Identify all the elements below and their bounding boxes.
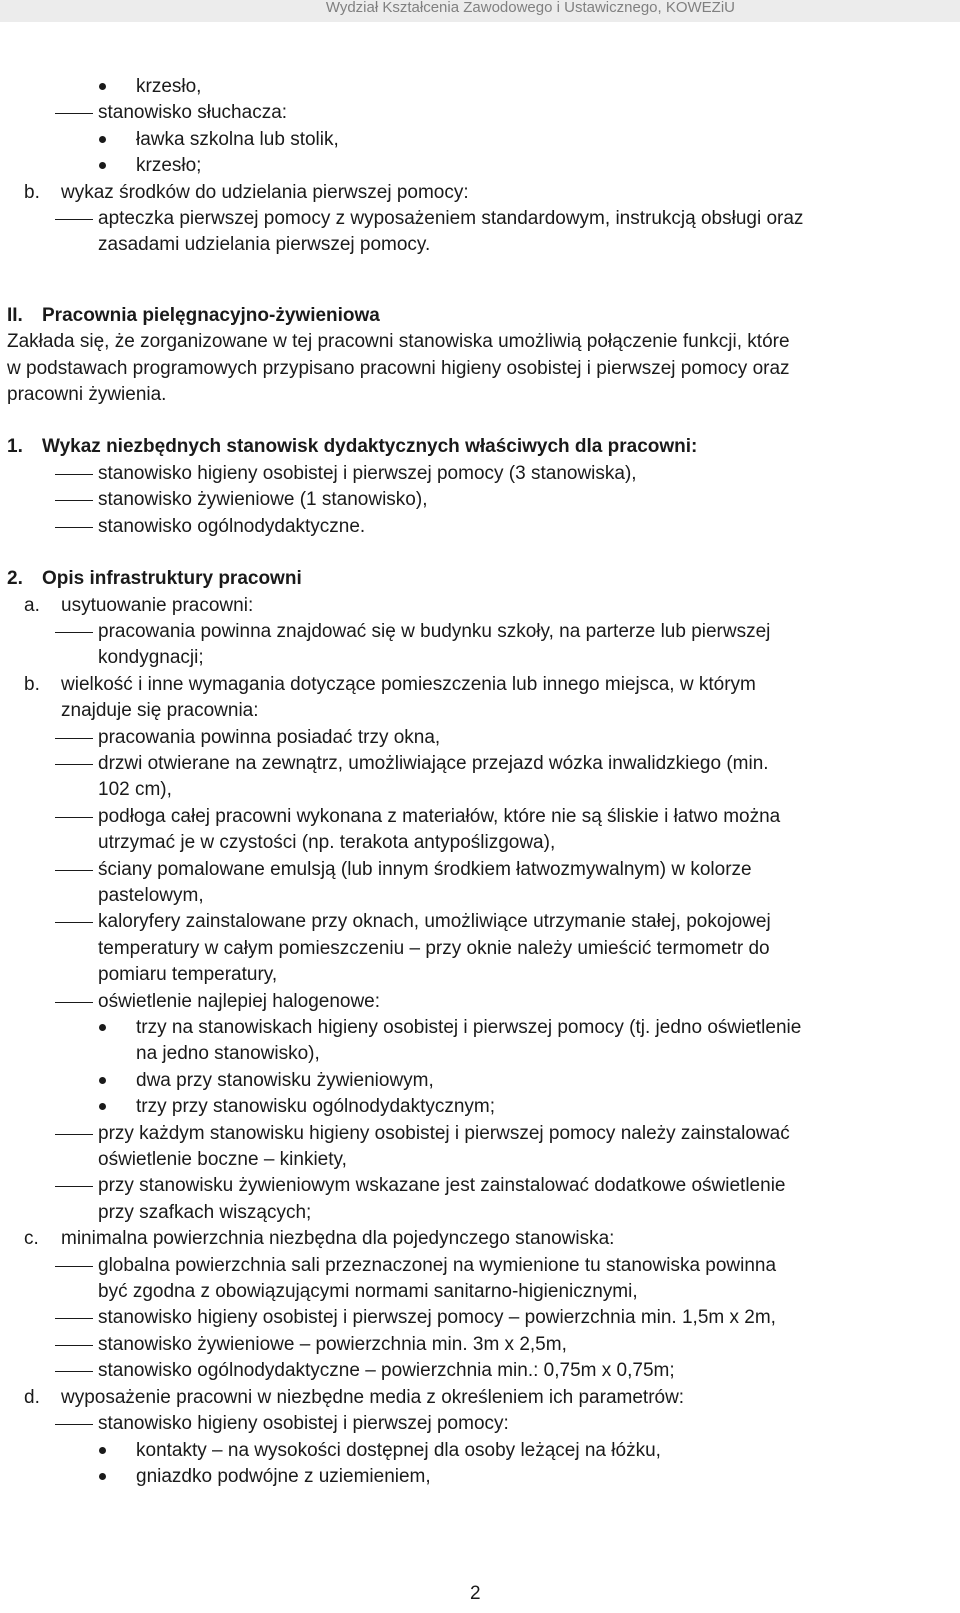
list-item: przy każdym stanowisku higieny osobistej i pierwszej pomocy należy zainstalować: [0, 1121, 960, 1147]
list-item-continuation: zasadami udzielania pierwszej pomocy.: [98, 234, 431, 256]
bullet-icon: [99, 1447, 106, 1454]
dash-icon: [55, 219, 93, 220]
dash-icon: [55, 1424, 93, 1425]
list-item: ławka szkolna lub stolik,: [0, 127, 960, 153]
list-item: stanowisko ogólnodydaktyczne.: [0, 514, 960, 540]
dash-icon: [55, 817, 93, 818]
list-item-continuation: kondygnacji;: [98, 647, 204, 669]
list-item: krzesło;: [0, 153, 960, 179]
list-item: dwa przy stanowisku żywieniowym,: [0, 1068, 960, 1094]
dash-icon: [55, 1371, 93, 1372]
list-item-continuation: temperatury w całym pomieszczeniu – przy oknie należy umieścić termometr do: [98, 937, 770, 959]
dash-icon: [55, 1318, 93, 1319]
dash-icon: [55, 870, 93, 871]
list-item: drzwi otwierane na zewnątrz, umożliwiające przejazd wózka inwalidzkiego (min.: [0, 751, 960, 777]
bullet-icon: [99, 1077, 106, 1084]
list-item: oświetlenie najlepiej halogenowe:: [0, 989, 960, 1015]
list-item-continuation: 102 cm),: [98, 779, 172, 801]
list-item-continuation: znajduje się pracownia:: [61, 700, 259, 722]
list-item: d. wyposażenie pracowni w niezbędne media z określeniem ich parametrów:: [24, 1386, 685, 1408]
dash-icon: [55, 500, 93, 501]
list-item: b. wykaz środków do udzielania pierwszej pomocy:: [24, 181, 469, 203]
list-item: stanowisko ogólnodydaktyczne – powierzchnia min.: 0,75m x 0,75m;: [0, 1358, 960, 1384]
list-item: krzesło,: [0, 74, 960, 100]
list-item-continuation: oświetlenie boczne – kinkiety,: [98, 1149, 347, 1171]
bullet-icon: [99, 162, 106, 169]
list-item-continuation: pomiaru temperatury,: [98, 964, 278, 986]
subsection-heading: 1. Wykaz niezbędnych stanowisk dydaktycznych właściwych dla pracowni:: [7, 436, 698, 458]
list-item-continuation: pastelowym,: [98, 884, 204, 906]
list-item: stanowisko słuchacza:: [0, 100, 960, 126]
list-item: ściany pomalowane emulsją (lub innym środkiem łatwozmywalnym) w kolorze: [0, 857, 960, 883]
dash-icon: [55, 1134, 93, 1135]
bullet-icon: [99, 1103, 106, 1110]
list-item-continuation: na jedno stanowisko),: [136, 1043, 320, 1065]
paragraph-line: w podstawach programowych przypisano pracowni higieny osobistej i pierwszej pomocy oraz: [7, 357, 790, 379]
list-item: trzy przy stanowisku ogólnodydaktycznym;: [0, 1094, 960, 1120]
list-item: stanowisko żywieniowe – powierzchnia min. 3m x 2,5m,: [0, 1332, 960, 1358]
list-item: gniazdko podwójne z uziemieniem,: [0, 1464, 960, 1490]
page-header: [0, 0, 960, 22]
list-item: kaloryfery zainstalowane przy oknach, umożliwiące utrzymanie stałej, pokojowej: [0, 909, 960, 935]
dash-icon: [55, 527, 93, 528]
dash-icon: [55, 474, 93, 475]
bullet-icon: [99, 83, 106, 90]
list-item: apteczka pierwszej pomocy z wyposażeniem standardowym, instrukcją obsługi oraz: [0, 206, 960, 232]
dash-icon: [55, 738, 93, 739]
list-item: globalna powierzchnia sali przeznaczonej na wymienione tu stanowiska powinna: [0, 1253, 960, 1279]
dash-icon: [55, 764, 93, 765]
dash-icon: [55, 632, 93, 633]
dash-icon: [55, 1186, 93, 1187]
document-body: [0, 74, 960, 1490]
list-item: podłoga całej pracowni wykonana z materiałów, które nie są śliskie i łatwo można: [0, 804, 960, 830]
dash-icon: [55, 1266, 93, 1267]
subsection-heading: 2. Opis infrastruktury pracowni: [7, 568, 302, 590]
list-item: stanowisko higieny osobistej i pierwszej pomocy (3 stanowiska),: [0, 461, 960, 487]
list-item-continuation: utrzymać je w czystości (np. terakota antypoślizgowa),: [98, 832, 556, 854]
list-item-continuation: być zgodna z obowiązującymi normami sanitarno-higienicznymi,: [98, 1281, 638, 1303]
dash-icon: [55, 1345, 93, 1346]
list-item: b. wielkość i inne wymagania dotyczące pomieszczenia lub innego miejsca, w którym: [24, 673, 756, 695]
list-item: stanowisko higieny osobistej i pierwszej pomocy:: [0, 1411, 960, 1437]
list-item: kontakty – na wysokości dostępnej dla osoby leżącej na łóżku,: [0, 1438, 960, 1464]
list-item: a. usytuowanie pracowni:: [24, 594, 254, 616]
list-item: c. minimalna powierzchnia niezbędna dla pojedynczego stanowiska:: [24, 1228, 615, 1250]
dash-icon: [55, 113, 93, 114]
paragraph-line: Zakłada się, że zorganizowane w tej pracowni stanowiska umożliwią połączenie funkcji, które: [7, 331, 790, 353]
list-item-continuation: przy szafkach wiszących;: [98, 1201, 312, 1223]
list-item: trzy na stanowiskach higieny osobistej i pierwszej pomocy (tj. jedno oświetlenie: [0, 1015, 960, 1041]
list-item: przy stanowisku żywieniowym wskazane jest zainstalować dodatkowe oświetlenie: [0, 1173, 960, 1199]
bullet-icon: [99, 1024, 106, 1031]
list-item: stanowisko higieny osobistej i pierwszej pomocy – powierzchnia min. 1,5m x 2m,: [0, 1305, 960, 1331]
list-item: pracowania powinna posiadać trzy okna,: [0, 725, 960, 751]
header-text: Wydział Kształcenia Zawodowego i Ustawicznego, KOWEZiU: [325, 0, 735, 16]
section-heading: II. Pracownia pielęgnacyjno-żywieniowa: [7, 304, 380, 326]
list-item: stanowisko żywieniowe (1 stanowisko),: [0, 487, 960, 513]
list-item: pracowania powinna znajdować się w budynku szkoły, na parterze lub pierwszej: [0, 619, 960, 645]
bullet-icon: [99, 136, 106, 143]
page-number: 2: [470, 1583, 481, 1604]
paragraph-line: pracowni żywienia.: [7, 384, 167, 406]
dash-icon: [55, 922, 93, 923]
dash-icon: [55, 1002, 93, 1003]
bullet-icon: [99, 1473, 106, 1480]
